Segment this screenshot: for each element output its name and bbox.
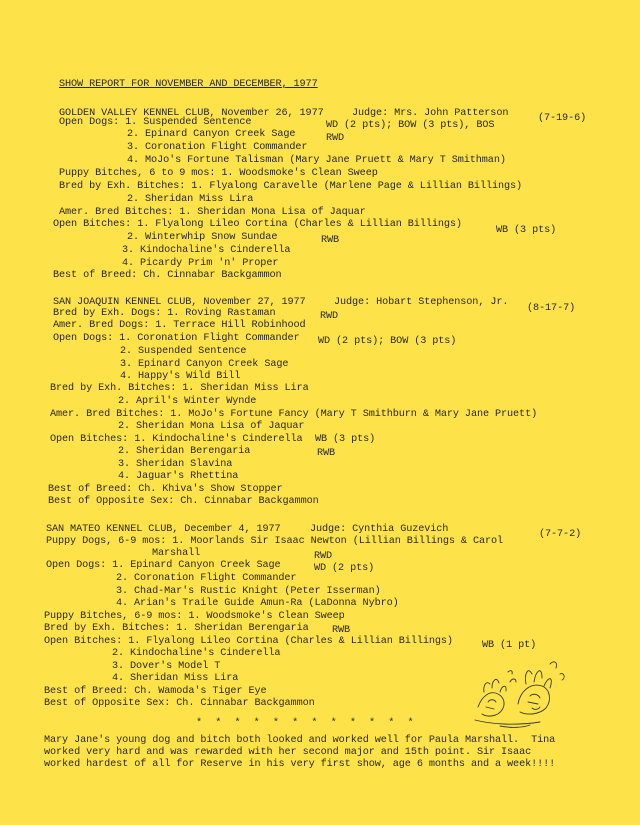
show-2-line: Bred by Exh. Bitches: 1. Sheridan Miss Lira <box>50 383 309 394</box>
separator-stars: * * * * * * * * * * * * <box>196 718 414 729</box>
show-2-line: Bred by Exh. Dogs: 1. Roving Rastaman <box>53 308 276 319</box>
show-2-line: 4. Happy's Wild Bill <box>120 371 241 382</box>
show-1-award: WD (2 pts); BOW (3 pts), BOS <box>326 120 495 131</box>
show-1-award: RWB <box>321 235 340 246</box>
show-1-award: RWD <box>326 133 345 144</box>
show-2-line: 2. April's Winter Wynde <box>118 396 257 407</box>
show-1-line: Puppy Bitches, 6 to 9 mos: 1. Woodsmoke's Clean Sweep <box>59 168 378 179</box>
closing-line: worked very hard and was rewarded with her second major and 15th point. Sir Isaac <box>44 747 532 758</box>
show-1-line: Amer. Bred Bitches: 1. Sheridan Mona Lisa of Jaquar <box>59 207 366 218</box>
show-3-award: RWB <box>332 625 351 636</box>
show-3-line: 2. Coronation Flight Commander <box>116 573 297 584</box>
show-2-line: Open Dogs: 1. Coronation Flight Commander <box>53 333 300 344</box>
show-1-header: GOLDEN VALLEY KENNEL CLUB, November 26, 1977 <box>59 108 324 119</box>
show-3-header: SAN MATEO KENNEL CLUB, December 4, 1977 <box>46 524 281 535</box>
show-2-award: WB (3 pts) <box>315 434 376 445</box>
show-3-judge: Judge: Cynthia Guzevich <box>310 524 449 535</box>
show-3-line: Marshall <box>152 548 201 559</box>
show-2-line: 4. Jaguar's Rhettina <box>118 471 239 482</box>
closing-line: Mary Jane's young dog and bitch both looked and worked well for Paula Marshall. Tina <box>44 735 556 746</box>
show-1-line: 4. Picardy Prim 'n' Proper <box>122 258 279 269</box>
show-2-line: 2. Suspended Sentence <box>120 346 247 357</box>
closing-line: worked hardest of all for Reserve in his very first show, age 6 months and a week!!!! <box>44 759 556 770</box>
show-2-points: (8-17-7) <box>527 303 576 314</box>
show-3-line: Open Dogs: 1. Epinard Canyon Creek Sage <box>46 560 281 571</box>
show-2-award: RWB <box>317 448 336 459</box>
show-3-line: 4. Sheridan Miss Lira <box>112 673 239 684</box>
show-2-award: WD (2 pts); BOW (3 pts) <box>318 336 457 347</box>
show-3-line: Puppy Bitches, 6-9 mos: 1. Woodsmoke's Clean Sweep <box>44 611 345 622</box>
show-2-line: Best of Opposite Sex: Ch. Cinnabar Backgammon <box>48 496 319 507</box>
show-3-line: Bred by Exh. Bitches: 1. Sheridan Berengaria <box>44 623 309 634</box>
show-3-line: 4. Arian's Traile Guide Amun-Ra (LaDonna Nybro) <box>116 598 399 609</box>
show-3-line: 2. Kindochaline's Cinderella <box>112 648 281 659</box>
show-1-line: 3. Kindochaline's Cinderella <box>122 245 291 256</box>
show-2-judge: Judge: Hobart Stephenson, Jr. <box>334 297 509 308</box>
show-3-award: WD (2 pts) <box>314 563 375 574</box>
show-3-line: Puppy Dogs, 6-9 mos: 1. Moorlands Sir Isaac Newton (Lillian Billings & Carol <box>46 536 504 547</box>
show-3-award: RWD <box>314 551 333 562</box>
show-1-line: 3. Coronation Flight Commander <box>127 142 308 153</box>
show-1-line: Best of Breed: Ch. Cinnabar Backgammon <box>53 270 282 281</box>
show-1-judge: Judge: Mrs. John Patterson <box>352 108 509 119</box>
show-2-header: SAN JOAQUIN KENNEL CLUB, November 27, 1977 <box>53 297 306 308</box>
show-2-line: Open Bitches: 1. Kindochaline's Cinderella <box>50 434 303 445</box>
show-1-line: Bred by Exh. Bitches: 1. Flyalong Caravelle (Marlene Page & Lillian Billings) <box>59 181 523 192</box>
show-3-line: 3. Chad-Mar's Rustic Knight (Peter Isserman) <box>116 586 381 597</box>
report-title: SHOW REPORT FOR NOVEMBER AND DECEMBER, 1977 <box>59 79 318 90</box>
show-2-award: RWD <box>320 311 339 322</box>
show-2-line: Amer. Bred Dogs: 1. Terrace Hill Robinhood <box>53 320 306 331</box>
show-3-award: WB (1 pt) <box>482 640 537 651</box>
show-3-line: Open Bitches: 1. Flyalong Lileo Cortina (Charles & Lillian Billings) <box>44 636 453 647</box>
show-1-points: (7-19-6) <box>538 113 587 124</box>
show-2-line: 2. Sheridan Mona Lisa of Jaquar <box>118 421 305 432</box>
show-1-line: 2. Sheridan Miss Lira <box>127 194 254 205</box>
show-3-line: Best of Opposite Sex: Ch. Cinnabar Backgammon <box>44 698 315 709</box>
show-2-line: Amer. Bred Bitches: 1. MoJo's Fortune Fancy (Mary T Smithburn & Mary Jane Pruett) <box>50 409 538 420</box>
show-3-line: 3. Dover's Model T <box>112 661 221 672</box>
show-1-line: Open Bitches: 1. Flyalong Lileo Cortina (Charles & Lillian Billings) <box>53 219 462 230</box>
show-1-line: Open Dogs: 1. Suspended Sentence <box>59 117 252 128</box>
show-1-line: 2. Epinard Canyon Creek Sage <box>127 129 296 140</box>
show-2-line: 3. Epinard Canyon Creek Sage <box>120 359 289 370</box>
paw-print-doodle-icon <box>470 652 570 730</box>
show-1-line: 4. MoJo's Fortune Talisman (Mary Jane Pruett & Mary T Smithman) <box>127 155 506 166</box>
show-2-line: 3. Sheridan Slavina <box>118 459 233 470</box>
show-3-points: (7-7-2) <box>539 529 582 540</box>
show-3-line: Best of Breed: Ch. Wamoda's Tiger Eye <box>44 686 267 697</box>
show-1-award: WB (3 pts) <box>496 225 557 236</box>
show-2-line: Best of Breed: Ch. Khiva's Show Stopper <box>48 484 283 495</box>
show-1-line: 2. Winterwhip Snow Sundae <box>127 232 278 243</box>
show-2-line: 2. Sheridan Berengaria <box>118 446 251 457</box>
